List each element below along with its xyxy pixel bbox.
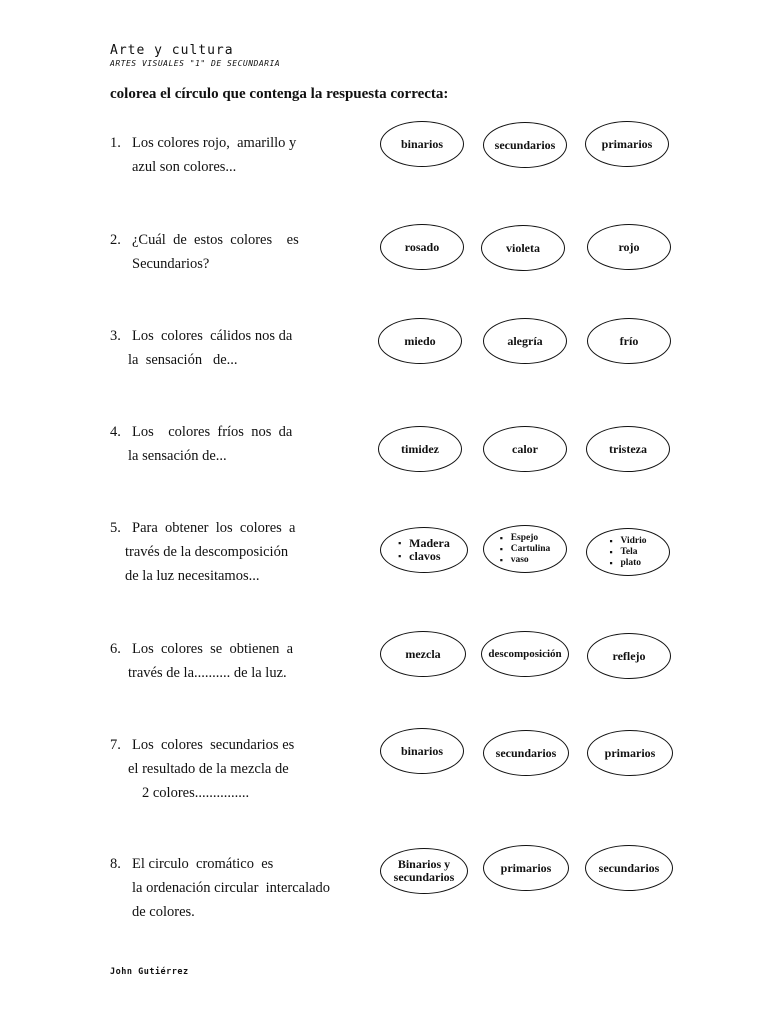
answer-option-primarios[interactable]: primarios (483, 845, 569, 891)
question-text-line: Los colores se obtienen a (132, 641, 294, 657)
question-number: 3. (110, 328, 121, 344)
author-footer: John Gutiérrez (110, 967, 189, 977)
question-7 (110, 733, 360, 805)
option-list-item: ▪ Cartulina (500, 544, 551, 555)
question-text-line: Secundarios? (132, 256, 210, 272)
answer-option-primarios[interactable]: primarios (587, 730, 673, 776)
answer-option-binarios[interactable]: binarios (380, 728, 464, 774)
option-list-item: ▪ Tela (609, 547, 646, 558)
question-text-line: la ordenación circular intercalado (132, 880, 331, 896)
question-number: 7. (110, 737, 121, 753)
option-list-item: ▪ plato (609, 558, 646, 569)
question-text-line: Los colores cálidos nos da (132, 328, 293, 344)
question-number: 2. (110, 232, 121, 248)
question-text-line: ¿Cuál de estos colores es (132, 232, 299, 248)
answer-option-secundarios[interactable]: secundarios (585, 845, 673, 891)
question-number: 6. (110, 641, 121, 657)
question-3 (110, 324, 360, 372)
question-text-line: de colores. (132, 904, 195, 920)
option-list-item: ▪ vaso (500, 555, 551, 566)
answer-option-primarios[interactable]: primarios (585, 121, 669, 167)
answer-option-timidez[interactable]: timidez (378, 426, 462, 472)
question-text-line: de la luz necesitamos... (125, 568, 260, 584)
course-title: Arte y cultura (110, 43, 234, 58)
answer-option-rojo[interactable]: rojo (587, 224, 671, 270)
answer-option-tristeza[interactable]: tristeza (586, 426, 670, 472)
question-text-line: Los colores secundarios es (132, 737, 295, 753)
answer-option-secundarios[interactable]: secundarios (483, 122, 567, 168)
answer-option-reflejo[interactable]: reflejo (587, 633, 671, 679)
question-2 (110, 228, 360, 276)
question-text-line: El circulo cromático es (132, 856, 274, 872)
question-8 (110, 852, 360, 924)
question-text-line: 2 colores............... (142, 785, 250, 801)
answer-option-vidrio-tela-plato[interactable] (586, 528, 670, 576)
question-5 (110, 516, 360, 588)
answer-option-violeta[interactable]: violeta (481, 225, 565, 271)
question-text-line: la sensación de... (128, 352, 238, 368)
question-text-line: Los colores fríos nos da (132, 424, 293, 440)
answer-option-madera-clavos[interactable] (380, 527, 468, 573)
answer-option-binarios-y-secundarios[interactable]: Binarios y secundarios (380, 848, 468, 894)
option-list-item: ▪ Madera (398, 537, 450, 550)
question-text-line: la sensación de... (128, 448, 227, 464)
answer-option-descomposicion[interactable]: descomposición (481, 631, 569, 677)
question-text-line: Para obtener los colores a (132, 520, 296, 536)
instruction-text: colorea el círculo que contenga la respuesta correcta: (110, 86, 449, 102)
answer-option-rosado[interactable]: rosado (380, 224, 464, 270)
answer-option-espejo-cartulina-vaso[interactable] (483, 525, 567, 573)
course-subtitle: ARTES VISUALES "1" DE SECUNDARIA (110, 59, 281, 68)
option-list-item: ▪ clavos (398, 550, 450, 563)
question-4 (110, 420, 360, 468)
question-6 (110, 637, 360, 685)
answer-option-secundarios[interactable]: secundarios (483, 730, 569, 776)
question-number: 1. (110, 135, 121, 151)
answer-option-binarios[interactable]: binarios (380, 121, 464, 167)
question-text-line: el resultado de la mezcla de (128, 761, 289, 777)
option-list-item: ▪ Vidrio (609, 536, 646, 547)
answer-option-mezcla[interactable]: mezcla (380, 631, 466, 677)
answer-option-calor[interactable]: calor (483, 426, 567, 472)
answer-option-frio[interactable]: frío (587, 318, 671, 364)
answer-option-miedo[interactable]: miedo (378, 318, 462, 364)
option-list-item: ▪ Espejo (500, 533, 551, 544)
question-text-line: azul son colores... (132, 159, 237, 175)
question-text-line: través de la.......... de la luz. (128, 665, 287, 681)
question-text-line: Los colores rojo, amarillo y (132, 135, 297, 151)
question-number: 8. (110, 856, 121, 872)
question-number: 5. (110, 520, 121, 536)
answer-option-alegria[interactable]: alegría (483, 318, 567, 364)
question-text-line: través de la descomposición (125, 544, 289, 560)
question-1 (110, 131, 360, 179)
question-number: 4. (110, 424, 121, 440)
